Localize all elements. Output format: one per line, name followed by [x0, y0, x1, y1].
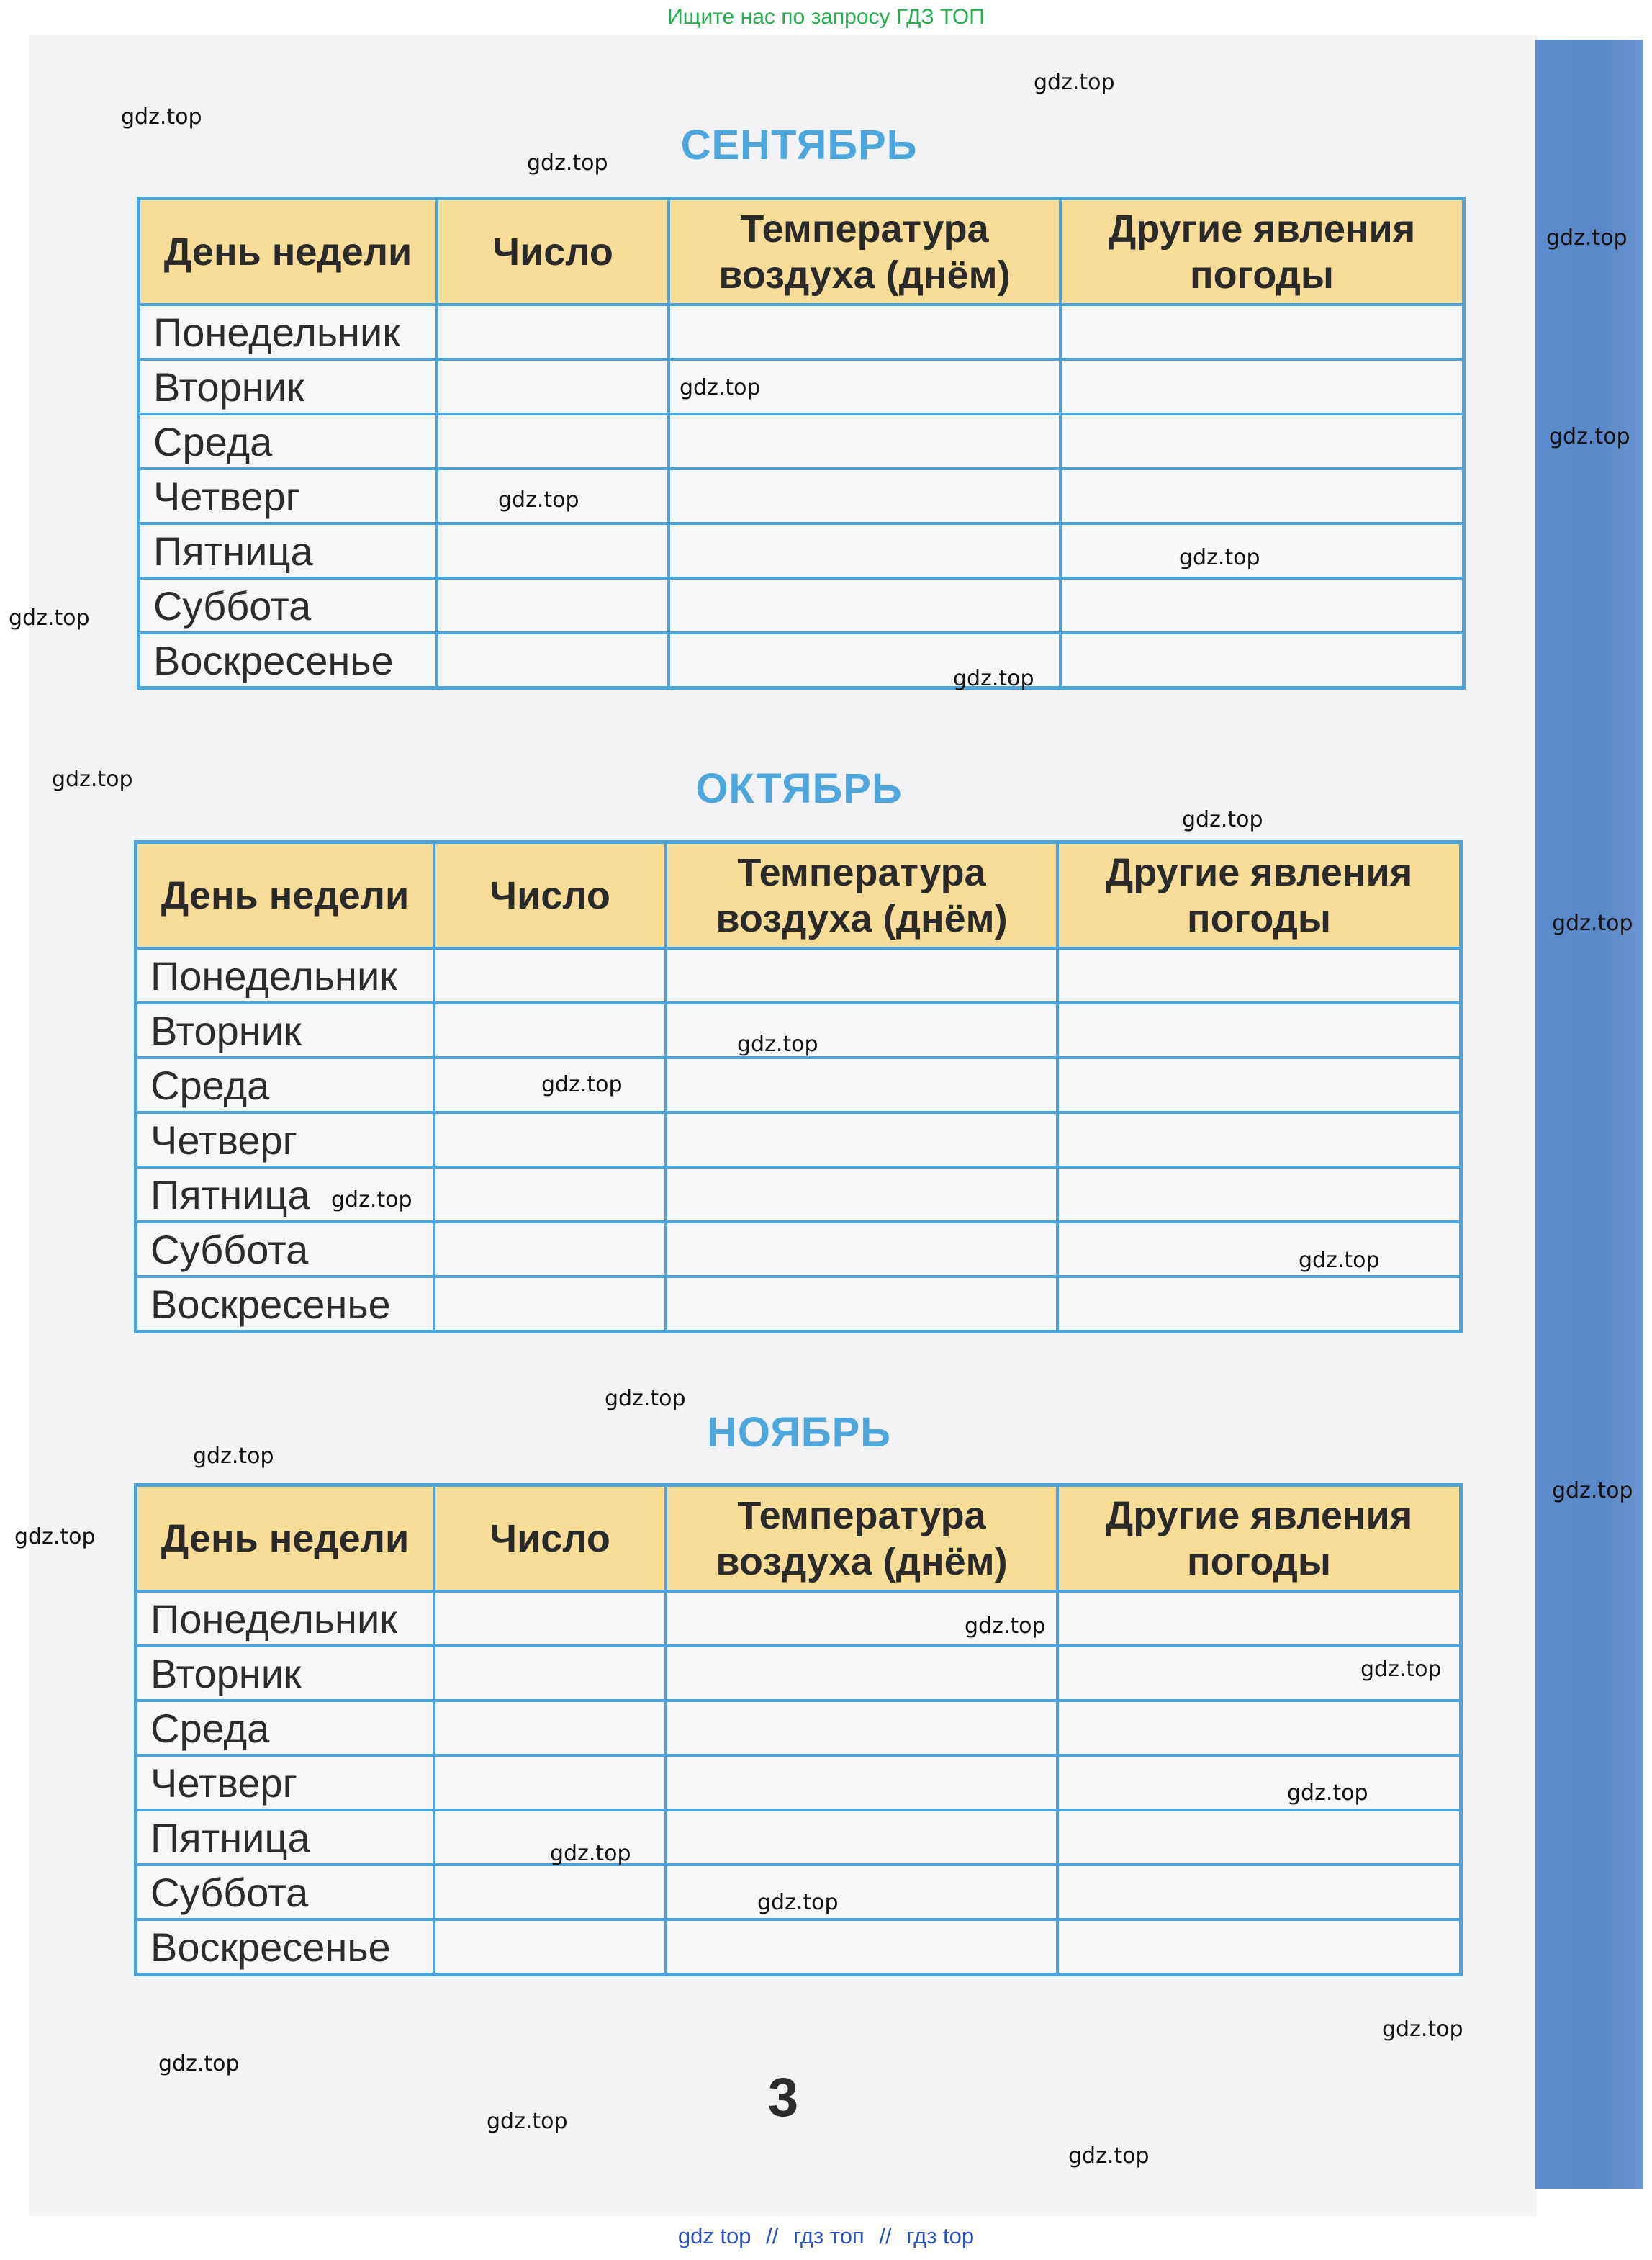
- day-cell: Суббота: [136, 1222, 435, 1277]
- header-number: Число: [437, 199, 669, 305]
- other-cell[interactable]: [1057, 1810, 1461, 1865]
- watermark: gdz.top: [14, 1524, 96, 1549]
- day-cell: Пятница: [136, 1810, 435, 1865]
- table-header-row: [136, 1485, 1461, 1592]
- watermark: gdz.top: [1546, 225, 1628, 251]
- other-cell[interactable]: [1057, 1865, 1461, 1919]
- day-cell: Суббота: [136, 1865, 435, 1919]
- temperature-cell[interactable]: [666, 1919, 1057, 1975]
- other-cell[interactable]: [1057, 1701, 1461, 1755]
- watermark: gdz.top: [331, 1187, 412, 1212]
- other-cell[interactable]: [1060, 633, 1464, 688]
- footer-link-gdz-top-mixed[interactable]: гдз top: [906, 2223, 975, 2248]
- other-cell[interactable]: [1060, 578, 1464, 633]
- day-cell: Понедельник: [136, 1591, 435, 1646]
- temperature-cell[interactable]: [666, 1810, 1057, 1865]
- other-cell[interactable]: [1057, 1919, 1461, 1975]
- number-cell[interactable]: [434, 1277, 666, 1332]
- header-other: Другие явления погоды: [1057, 1485, 1461, 1592]
- table-row: [136, 1919, 1461, 1975]
- watermark: gdz.top: [965, 1613, 1046, 1639]
- watermark: gdz.top: [1382, 2017, 1463, 2042]
- number-cell[interactable]: [434, 1701, 666, 1755]
- watermark: gdz.top: [737, 1032, 818, 1057]
- number-cell[interactable]: [437, 633, 669, 688]
- watermark: gdz.top: [1360, 1657, 1442, 1682]
- number-cell[interactable]: [434, 1646, 666, 1701]
- table-row: [136, 1646, 1461, 1701]
- day-cell: Понедельник: [136, 948, 435, 1003]
- table-row: [136, 1591, 1461, 1646]
- other-cell[interactable]: [1060, 469, 1464, 523]
- weather-table-october: [134, 840, 1463, 1333]
- header-temperature: Температура воздуха (днём): [669, 199, 1060, 305]
- header-number: Число: [434, 1485, 666, 1592]
- table-row: [139, 469, 1464, 523]
- temperature-cell[interactable]: [666, 1167, 1057, 1222]
- day-cell: Воскресенье: [139, 633, 438, 688]
- other-cell[interactable]: [1057, 948, 1461, 1003]
- watermark: gdz.top: [1552, 911, 1633, 936]
- number-cell[interactable]: [437, 578, 669, 633]
- watermark: gdz.top: [605, 1386, 686, 1411]
- other-cell[interactable]: [1060, 305, 1464, 359]
- watermark: gdz.top: [1299, 1248, 1380, 1273]
- temperature-cell[interactable]: [669, 523, 1060, 578]
- table-row: [139, 414, 1464, 469]
- number-cell[interactable]: [437, 359, 669, 414]
- day-cell: Вторник: [139, 359, 438, 414]
- watermark: gdz.top: [1068, 2143, 1150, 2169]
- day-cell: Понедельник: [139, 305, 438, 359]
- table-header-row: [139, 199, 1464, 305]
- other-cell[interactable]: [1057, 1591, 1461, 1646]
- other-cell[interactable]: [1057, 1112, 1461, 1167]
- header-other: Другие явления погоды: [1060, 199, 1464, 305]
- table-row: [136, 1755, 1461, 1810]
- temperature-cell[interactable]: [666, 1755, 1057, 1810]
- day-cell: Среда: [139, 414, 438, 469]
- footer-separator: //: [879, 2223, 892, 2248]
- weather-table-september: [137, 197, 1466, 690]
- other-cell[interactable]: [1057, 1003, 1461, 1058]
- other-cell[interactable]: [1060, 523, 1464, 578]
- page-spine: [1535, 40, 1643, 2189]
- day-cell: Четверг: [136, 1755, 435, 1810]
- footer-link-gdz-top-ru[interactable]: гдз топ: [793, 2223, 865, 2248]
- temperature-cell[interactable]: [666, 1701, 1057, 1755]
- number-cell[interactable]: [434, 1112, 666, 1167]
- watermark: gdz.top: [1182, 807, 1263, 832]
- page-number: 3: [767, 2067, 799, 2128]
- table-row: [139, 359, 1464, 414]
- watermark: gdz.top: [527, 150, 608, 176]
- day-cell: Вторник: [136, 1646, 435, 1701]
- table-header-row: [136, 842, 1461, 949]
- watermark: gdz.top: [550, 1841, 631, 1866]
- watermark: gdz.top: [757, 1890, 839, 1915]
- month-title-november: НОЯБРЬ: [707, 1409, 891, 1456]
- temperature-cell[interactable]: [669, 578, 1060, 633]
- watermark: gdz.top: [498, 487, 579, 513]
- day-cell: Среда: [136, 1701, 435, 1755]
- watermark: gdz.top: [193, 1444, 274, 1469]
- temperature-cell[interactable]: [666, 1222, 1057, 1277]
- temperature-cell[interactable]: [666, 1003, 1057, 1058]
- watermark: gdz.top: [1287, 1780, 1368, 1806]
- watermark: gdz.top: [541, 1072, 623, 1097]
- temperature-cell[interactable]: [666, 1058, 1057, 1112]
- day-cell: Четверг: [139, 469, 438, 523]
- day-cell: Среда: [136, 1058, 435, 1112]
- temperature-cell[interactable]: [666, 1865, 1057, 1919]
- number-cell[interactable]: [434, 1919, 666, 1975]
- header-other: Другие явления погоды: [1057, 842, 1461, 949]
- temperature-cell[interactable]: [669, 469, 1060, 523]
- temperature-cell[interactable]: [669, 414, 1060, 469]
- temperature-cell[interactable]: [666, 1277, 1057, 1332]
- watermark: gdz.top: [9, 605, 90, 631]
- watermark: gdz.top: [487, 2109, 568, 2134]
- other-cell[interactable]: [1057, 1058, 1461, 1112]
- table-row: [136, 1277, 1461, 1332]
- day-cell: Воскресенье: [136, 1277, 435, 1332]
- table-row: [136, 1701, 1461, 1755]
- number-cell[interactable]: [434, 1865, 666, 1919]
- temperature-cell[interactable]: [666, 1646, 1057, 1701]
- day-cell: Воскресенье: [136, 1919, 435, 1975]
- number-cell[interactable]: [437, 523, 669, 578]
- table-row: [136, 1058, 1461, 1112]
- footer-links: [0, 2223, 1652, 2249]
- watermark: gdz.top: [1552, 1478, 1633, 1503]
- temperature-cell[interactable]: [669, 305, 1060, 359]
- number-cell[interactable]: [437, 414, 669, 469]
- month-title-september: СЕНТЯБРЬ: [680, 122, 918, 168]
- temperature-cell[interactable]: [666, 948, 1057, 1003]
- other-cell[interactable]: [1057, 1277, 1461, 1332]
- table-row: [139, 578, 1464, 633]
- footer-link-gdz-top[interactable]: gdz top: [677, 2223, 751, 2248]
- table-row: [136, 948, 1461, 1003]
- watermark: gdz.top: [680, 375, 761, 400]
- header-temperature: Температура воздуха (днём): [666, 842, 1057, 949]
- table-row: [139, 523, 1464, 578]
- number-cell[interactable]: [434, 1222, 666, 1277]
- footer-separator: //: [766, 2223, 779, 2248]
- watermark: gdz.top: [1179, 545, 1260, 570]
- watermark: gdz.top: [1034, 70, 1115, 95]
- day-cell: Пятница: [136, 1167, 435, 1222]
- number-cell[interactable]: [434, 948, 666, 1003]
- header-number: Число: [434, 842, 666, 949]
- header-day: День недели: [136, 1485, 435, 1592]
- watermark: gdz.top: [52, 767, 133, 792]
- other-cell[interactable]: [1057, 1222, 1461, 1277]
- number-cell[interactable]: [434, 1167, 666, 1222]
- day-cell: Вторник: [136, 1003, 435, 1058]
- table-row: [136, 1222, 1461, 1277]
- number-cell[interactable]: [437, 305, 669, 359]
- other-cell[interactable]: [1060, 359, 1464, 414]
- temperature-cell[interactable]: [666, 1112, 1057, 1167]
- day-cell: Пятница: [139, 523, 438, 578]
- day-cell: Четверг: [136, 1112, 435, 1167]
- table-row: [136, 1112, 1461, 1167]
- table-row: [139, 633, 1464, 688]
- number-cell[interactable]: [434, 1591, 666, 1646]
- number-cell[interactable]: [434, 1003, 666, 1058]
- watermark: gdz.top: [121, 104, 202, 130]
- other-cell[interactable]: [1057, 1167, 1461, 1222]
- table-row: [136, 1810, 1461, 1865]
- other-cell[interactable]: [1060, 414, 1464, 469]
- header-day: День недели: [139, 199, 438, 305]
- other-cell[interactable]: [1057, 1755, 1461, 1810]
- watermark: gdz.top: [158, 2051, 240, 2076]
- header-day: День недели: [136, 842, 435, 949]
- day-cell: Суббота: [139, 578, 438, 633]
- month-title-october: ОКТЯБРЬ: [695, 765, 903, 812]
- number-cell[interactable]: [434, 1755, 666, 1810]
- search-banner: Ищите нас по запросу ГДЗ ТОП: [667, 5, 985, 29]
- watermark: gdz.top: [953, 666, 1034, 691]
- header-temperature: Температура воздуха (днём): [666, 1485, 1057, 1592]
- watermark: gdz.top: [1549, 424, 1630, 449]
- table-row: [139, 305, 1464, 359]
